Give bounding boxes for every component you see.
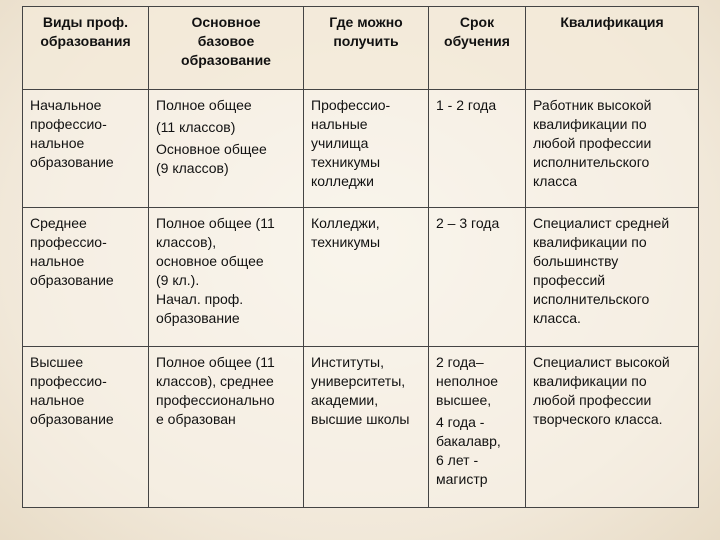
cell-line: квалификации по [533,373,647,389]
cell-line: образование [30,154,114,170]
cell-line: университеты, [311,373,406,389]
cell-base-education [149,90,304,208]
header-line: обучения [444,33,510,49]
cell-line: магистр [436,471,488,487]
cell-line: основное общее [156,253,264,269]
cell-line: 2 года– [436,354,484,370]
cell-line: Полное общее [156,97,252,113]
cell-line: исполнительского [533,154,650,170]
cell-line: неполное [436,373,499,389]
cell-line: (9 кл.). [156,272,200,288]
cell-line: Профессио- [311,97,391,113]
cell-line: образование [30,272,114,288]
cell-line: профессий [533,272,606,288]
cell-line: любой профессии [533,392,652,408]
cell-base-education [149,208,304,347]
cell-base-education [149,347,304,508]
cell-duration [429,347,526,508]
cell-line: высшие школы [311,411,410,427]
cell-line: Институты, [311,354,384,370]
cell-line: профессио- [30,234,107,250]
table-row [23,208,699,347]
cell-line: класса. [533,310,581,326]
header-line: образование [181,52,271,68]
cell-line: Среднее [30,215,87,231]
cell-qualification [526,90,699,208]
cell-line: (11 классов) [156,119,236,135]
cell-line: нальные [311,116,368,132]
education-table-container [22,6,698,508]
cell-education-type [23,90,149,208]
header-row [23,7,699,90]
cell-line: 4 года - [436,414,485,430]
cell-duration [429,90,526,208]
header-line: Квалификация [560,14,664,30]
cell-line: профессио- [30,116,107,132]
cell-line: любой профессии [533,135,652,151]
cell-line: нальное [30,253,85,269]
cell-line: Начальное [30,97,102,113]
header-line: получить [333,33,399,49]
cell-line: образование [30,411,114,427]
cell-line: Специалист средней [533,215,670,231]
header-line: базовое [197,33,255,49]
cell-line: училища [311,135,369,151]
cell-line: исполнительского [533,291,650,307]
cell-where-to-get [304,347,429,508]
cell-line: классов), среднее [156,373,274,389]
cell-line: Основное общее [156,141,267,157]
cell-line: класса [533,173,578,189]
header-line: Виды проф. [42,14,129,30]
header-base-education [149,7,304,90]
cell-line: Специалист высокой [533,354,670,370]
cell-line: образование [156,310,240,326]
cell-qualification [526,208,699,347]
cell-qualification [526,347,699,508]
cell-line: техникумы [311,234,381,250]
cell-line: бакалавр, [436,433,501,449]
cell-line: высшее, [436,392,492,408]
cell-duration [429,208,526,347]
header-education-type [23,7,149,90]
cell-line: квалификации по [533,234,647,250]
cell-where-to-get [304,90,429,208]
cell-line: профессио- [30,373,107,389]
cell-line: нальное [30,135,85,151]
cell-line: Колледжи, [311,215,380,231]
cell-line: колледжи [311,173,374,189]
header-line: Срок [459,14,495,30]
cell-line: большинству [533,253,619,269]
cell-education-type [23,347,149,508]
header-line: Основное [191,14,261,30]
cell-line: техникумы [311,154,381,170]
cell-line: профессионально [156,392,275,408]
cell-line: нальное [30,392,85,408]
cell-line: академии, [311,392,379,408]
table-row [23,347,699,508]
cell-line: 1 - 2 года [436,97,497,113]
cell-line: Высшее [30,354,84,370]
cell-line: Работник высокой [533,97,652,113]
cell-line: творческого класса. [533,411,663,427]
cell-line: квалификации по [533,116,647,132]
header-where-to-get [304,7,429,90]
table-row [23,90,699,208]
header-duration [429,7,526,90]
cell-line: 6 лет - [436,452,479,468]
cell-line: 2 – 3 года [436,215,500,231]
header-qualification [526,7,699,90]
header-line: образования [40,33,131,49]
education-types-table [22,6,699,508]
cell-where-to-get [304,208,429,347]
cell-line: е образован [156,411,236,427]
cell-line: Полное общее (11 [156,215,275,231]
cell-line: Полное общее (11 [156,354,275,370]
cell-line: (9 классов) [156,160,229,176]
header-line: Где можно [329,14,403,30]
cell-line: классов), [156,234,217,250]
cell-line: Начал. проф. [156,291,244,307]
cell-education-type [23,208,149,347]
